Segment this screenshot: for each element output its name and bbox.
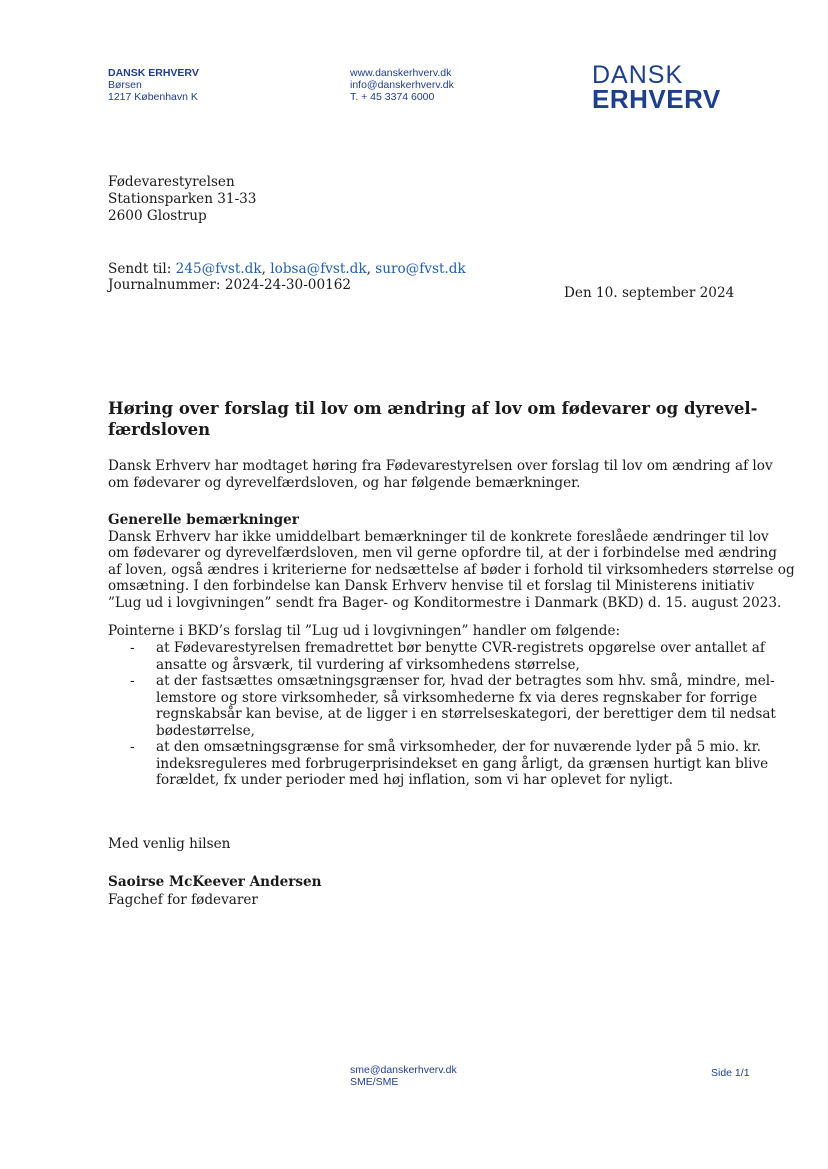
list-item-line: ansatte og årsværk, til vurdering af virksomhedens størrelse,	[156, 656, 580, 673]
section-line: omsætning. I den forbindelse kan Dansk Erhverv henvise til et forslag til Ministerens initiativ	[108, 578, 755, 595]
title-line2: færdsloven	[108, 420, 211, 439]
intro-line: om fødevarer og dyrevelfærdsloven, og har følgende bemærkninger.	[108, 474, 581, 491]
bullet-dash: -	[130, 739, 135, 755]
list-item-line: indeksreguleres med forbrugerprisindekset en gang årligt, da grænsen hurtigt kan blive	[156, 755, 769, 772]
signature-title: Fagchef for fødevarer	[108, 892, 258, 908]
section-line: Dansk Erhverv har ikke umiddelbart bemærkninger til de konkrete foreslåede ændringer til lov	[108, 528, 769, 545]
section-line: ”Lug ud i lovgivningen” sendt fra Bager- og Konditormestre i Danmark (BKD) d. 15. august 2023.	[108, 594, 782, 611]
list-item	[156, 673, 776, 739]
separator: ,	[366, 261, 376, 277]
recipient-city: 2600 Glostrup	[108, 208, 207, 224]
bullet-dash: -	[130, 673, 135, 689]
list-item-line: at den omsætningsgrænse for små virksomheder, der for nuværende lyder på 5 mio. kr.	[156, 739, 761, 755]
list-item-line: at Fødevarestyrelsen fremadrettet bør benytte CVR-registrets opgørelse over antallet af	[156, 640, 765, 656]
footer-email-link[interactable]: sme@danskerhverv.dk	[350, 1064, 457, 1076]
list-item	[156, 640, 765, 673]
list-item-line: at der fastsættes omsætningsgrænser for, hvad der betragtes som hhv. små, mindre, mel-	[156, 673, 775, 689]
letter-title	[108, 398, 757, 440]
sender-block	[108, 67, 199, 103]
bullet-dash: -	[130, 640, 135, 656]
intro-paragraph	[108, 458, 773, 491]
recipient-email-3[interactable]: suro@fvst.dk	[375, 261, 466, 277]
list-item-line: forældet, fx under perioder med høj inflation, som vi har oplevet for nyligt.	[156, 772, 674, 789]
section-line: om fødevarer og dyrevelfærdsloven, men vil gerne opfordre til, at der i forbindelse med ændring	[108, 545, 777, 562]
recipient-address	[108, 174, 256, 225]
section-heading: Generelle bemærkninger	[108, 512, 299, 528]
contact-phone: T. + 45 3374 6000	[350, 91, 435, 103]
list-item	[156, 739, 768, 789]
dansk-erhverv-logo	[592, 61, 721, 114]
recipient-email-2[interactable]: lobsa@fvst.dk	[270, 261, 367, 277]
separator: ,	[261, 261, 271, 277]
footer-contact	[350, 1064, 457, 1088]
general-remarks-section	[108, 512, 795, 612]
recipient-email-1[interactable]: 245@fvst.dk	[175, 261, 262, 277]
contact-block	[350, 67, 454, 103]
recipient-name: Fødevarestyrelsen	[108, 174, 235, 190]
sender-address-line2: 1217 København K	[108, 91, 198, 103]
list-item-line: regnskabsår kan bevise, at de ligger i en størrelseskategori, der berettiger dem til nedsat	[156, 706, 776, 723]
signature-name: Saoirse McKeever Andersen	[108, 874, 322, 890]
closing-greeting: Med venlig hilsen	[108, 836, 231, 852]
sent-to-line	[108, 261, 466, 278]
logo-line1: DANSK	[592, 61, 684, 89]
list-item-line: bødestørrelse,	[156, 722, 255, 739]
intro-line: Dansk Erhverv har modtaget høring fra Fødevarestyrelsen over forslag til lov om ændring af lov	[108, 458, 773, 474]
section-line: af loven, også ændres i kriterierne for nedsættelse af bøder i forhold til virksomheders størrelse og	[108, 561, 795, 578]
points-intro: Pointerne i BKD’s forslag til ”Lug ud i lovgivningen” handler om følgende:	[108, 623, 621, 639]
sender-name: DANSK ERHVERV	[108, 67, 199, 79]
page-number: Side 1/1	[711, 1067, 750, 1079]
bullet-list	[0, 640, 828, 790]
sender-address-line1: Børsen	[108, 79, 142, 91]
logo-line2: ERHVERV	[592, 84, 721, 114]
recipient-street: Stationsparken 31-33	[108, 191, 257, 207]
footer-initials: SME/SME	[350, 1076, 399, 1088]
journal-number: Journalnummer: 2024-24-30-00162	[108, 277, 352, 293]
list-item-line: lemstore og store virksomheder, så virksomhederne fx via deres regnskaber for forrige	[156, 689, 758, 706]
website-link[interactable]: www.danskerhverv.dk	[350, 67, 452, 79]
title-line1: Høring over forslag til lov om ændring af lov om fødevarer og dyrevel-	[108, 399, 758, 418]
sent-to-label: Sendt til:	[108, 261, 176, 277]
letter-date: Den 10. september 2024	[564, 285, 735, 301]
contact-email-link[interactable]: info@danskerhverv.dk	[350, 79, 454, 91]
